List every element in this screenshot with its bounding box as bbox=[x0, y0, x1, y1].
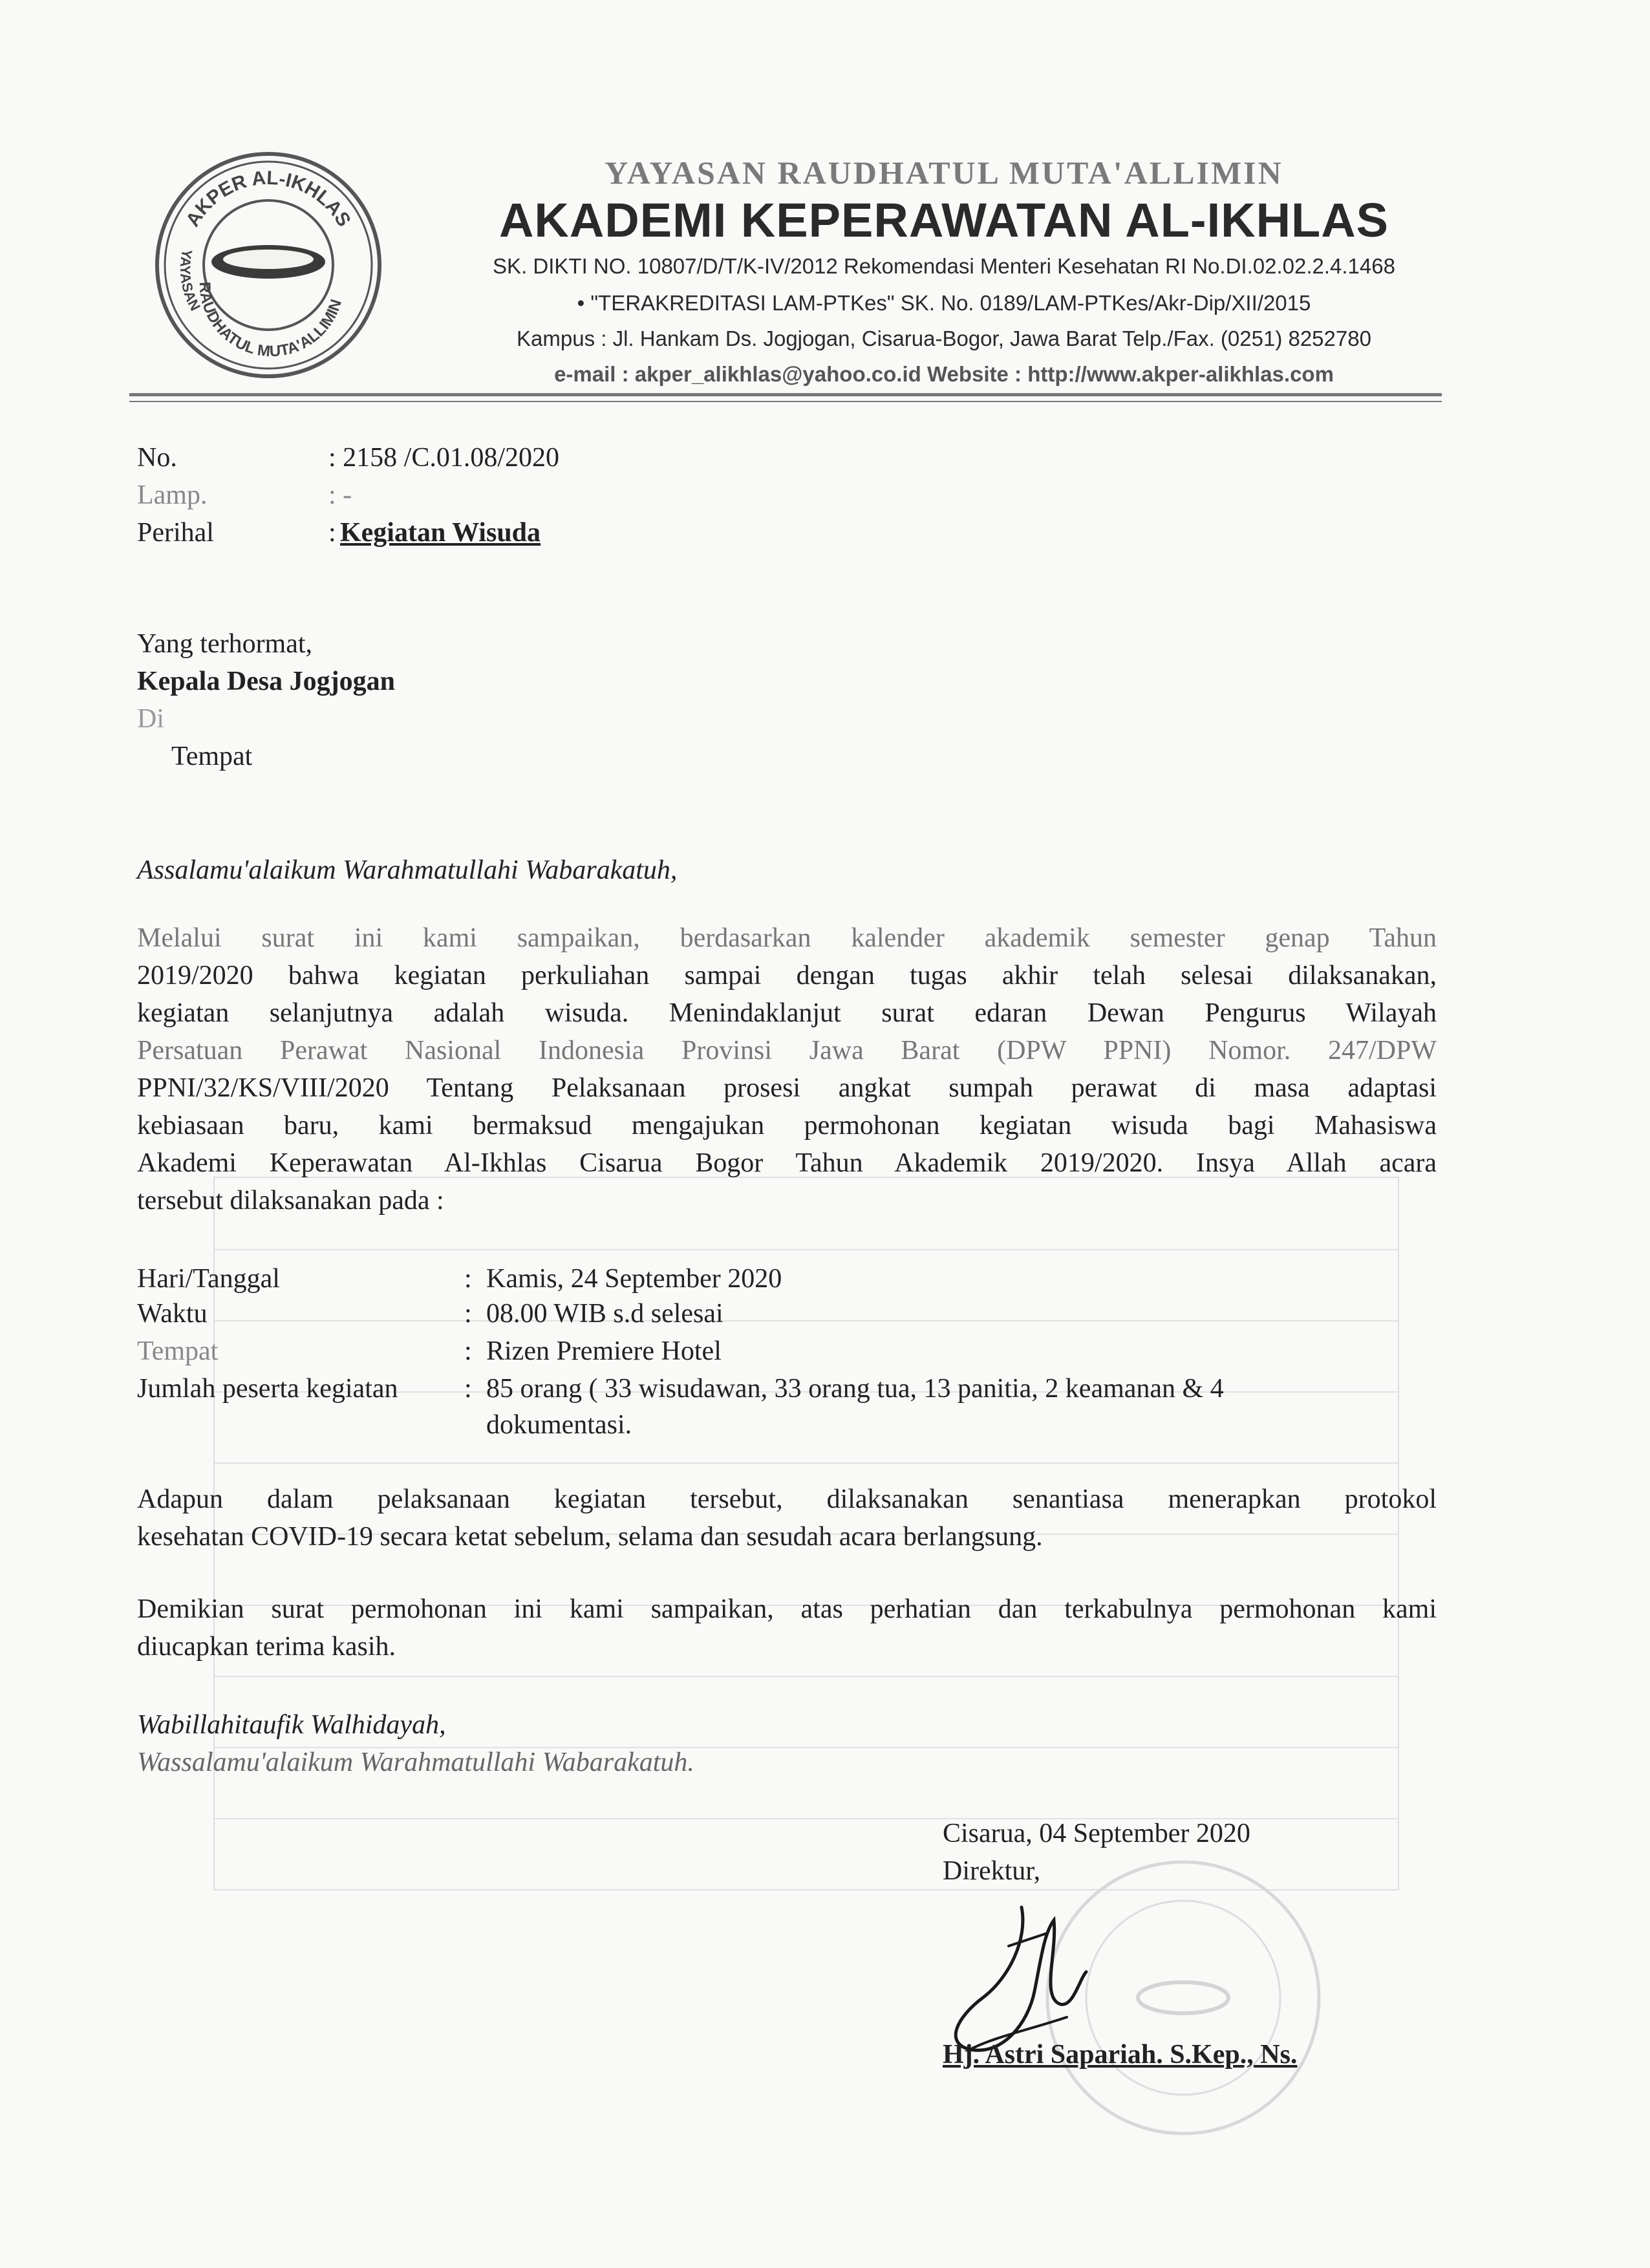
paragraph-line: diucapkan terima kasih. bbox=[137, 1632, 396, 1662]
detail-colon: : bbox=[464, 1336, 472, 1366]
paragraph-line: Akademi Keperawatan Al-Ikhlas Cisarua Bogor Tahun Akademik 2019/2020. Insya Allah acara bbox=[137, 1148, 1437, 1178]
detail-value-participants: 85 orang ( 33 wisudawan, 33 orang tua, 13 panitia, 2 keamanan & 4 bbox=[486, 1374, 1224, 1404]
svg-text:AKPER AL-IKHLAS bbox=[182, 167, 354, 231]
foundation-name: YAYASAN RAUDHATUL MUTA'ALLIMIN bbox=[605, 155, 1283, 191]
recipient-place: Tempat bbox=[171, 742, 253, 771]
detail-value-date: Kamis, 24 September 2020 bbox=[486, 1264, 782, 1294]
address-line: Kampus : Jl. Hankam Ds. Jogjogan, Cisarua-Bogor, Jawa Barat Telp./Fax. (0251) 8252780 bbox=[517, 326, 1371, 350]
greeting: Yang terhormat, bbox=[137, 629, 313, 659]
paragraph-line: 2019/2020 bahwa kegiatan perkuliahan sampai dengan tugas akhir telah selesai dilaksanakan, bbox=[137, 961, 1437, 990]
perihal-colon: : bbox=[328, 518, 336, 548]
recipient-name: Kepala Desa Jogjogan bbox=[137, 667, 395, 696]
perihal-label: Perihal bbox=[137, 518, 214, 548]
logo-text-top: AKPER AL-IKHLAS bbox=[182, 167, 355, 231]
accreditation-line: • "TERAKREDITASI LAM-PTKes" SK. No. 0189/LAM-PTKes/Akr-Dip/XII/2015 bbox=[577, 291, 1311, 315]
paragraph-line: Adapun dalam pelaksanaan kegiatan tersebut, dilaksanakan senantiasa menerapkan protokol bbox=[137, 1484, 1437, 1514]
recipient-di: Di bbox=[137, 704, 164, 734]
contact-line: e-mail : akper_alikhlas@yahoo.co.id Website : http://www.akper-alikhlas.com bbox=[554, 362, 1334, 386]
institution-logo bbox=[149, 145, 388, 385]
no-label: No. bbox=[137, 443, 177, 473]
institution-name: AKADEMI KEPERAWATAN AL-IKHLAS bbox=[498, 193, 1389, 247]
opening-salam: Assalamu'alaikum Warahmatullahi Wabarakatuh, bbox=[137, 855, 678, 885]
svg-text:YAYASAN bbox=[177, 248, 204, 313]
lamp-value: : - bbox=[328, 480, 352, 510]
body-paragraph-2 bbox=[137, 1481, 1437, 1556]
detail-label-date: Hari/Tanggal bbox=[137, 1264, 280, 1294]
signature-place-date: Cisarua, 04 September 2020 bbox=[943, 1819, 1250, 1848]
paragraph-line: Demikian surat permohonan ini kami sampaikan, atas perhatian dan terkabulnya permohonan kami bbox=[137, 1594, 1437, 1624]
detail-label-time: Waktu bbox=[137, 1299, 208, 1329]
header-rule-thick bbox=[129, 393, 1442, 396]
svg-text:RAUDHATUL MUTA'ALLIMIN bbox=[196, 281, 345, 360]
body-paragraph-1 bbox=[137, 919, 1437, 1219]
detail-value-time: 08.00 WIB s.d selesai bbox=[486, 1299, 723, 1329]
paragraph-line: kebiasaan baru, kami bermaksud mengajukan permohonan kegiatan wisuda bagi Mahasiswa bbox=[137, 1111, 1437, 1140]
detail-colon: : bbox=[464, 1299, 472, 1329]
closing-line-1: Wabillahitaufik Walhidayah, bbox=[137, 1710, 446, 1740]
decree-line: SK. DIKTI NO. 10807/D/T/K-IV/2012 Rekomendasi Menteri Kesehatan RI No.DI.02.02.2.4.1468 bbox=[493, 254, 1395, 278]
lamp-label: Lamp. bbox=[137, 480, 208, 510]
detail-label-participants: Jumlah peserta kegiatan bbox=[137, 1374, 398, 1404]
body-paragraph-3 bbox=[137, 1590, 1437, 1665]
signature-title: Direktur, bbox=[943, 1856, 1041, 1886]
detail-colon: : bbox=[464, 1374, 472, 1404]
paragraph-line: kesehatan COVID-19 secara ketat sebelum, selama dan sesudah acara berlangsung. bbox=[137, 1522, 1043, 1552]
no-value: : 2158 /C.01.08/2020 bbox=[328, 443, 560, 473]
closing-line-2: Wassalamu'alaikum Warahmatullahi Wabarakatuh. bbox=[137, 1748, 694, 1777]
paragraph-line: Melalui surat ini kami sampaikan, berdasarkan kalender akademik semester genap Tahun bbox=[137, 923, 1437, 953]
signatory-name: Hj. Astri Sapariah. S.Kep., Ns. bbox=[943, 2040, 1298, 2070]
detail-value-participants-cont: dokumentasi. bbox=[486, 1410, 632, 1440]
paragraph-line: kegiatan selanjutnya adalah wisuda. Menindaklanjut surat edaran Dewan Pengurus Wilayah bbox=[137, 998, 1437, 1028]
perihal-value: Kegiatan Wisuda bbox=[340, 518, 541, 548]
detail-colon: : bbox=[464, 1264, 472, 1294]
header-rule-thin bbox=[129, 401, 1442, 402]
detail-value-venue: Rizen Premiere Hotel bbox=[486, 1336, 722, 1366]
paragraph-line: tersebut dilaksanakan pada : bbox=[137, 1186, 444, 1215]
paragraph-line: PPNI/32/KS/VIII/2020 Tentang Pelaksanaan prosesi angkat sumpah perawat di masa adaptasi bbox=[137, 1073, 1437, 1103]
detail-label-venue: Tempat bbox=[137, 1336, 219, 1366]
paragraph-line: Persatuan Perawat Nasional Indonesia Provinsi Jawa Barat (DPW PPNI) Nomor. 247/DPW bbox=[137, 1036, 1437, 1065]
logo-text-bottom: RAUDHATUL MUTA'ALLIMIN bbox=[195, 281, 345, 361]
logo-text-left: YAYASAN bbox=[177, 248, 204, 314]
